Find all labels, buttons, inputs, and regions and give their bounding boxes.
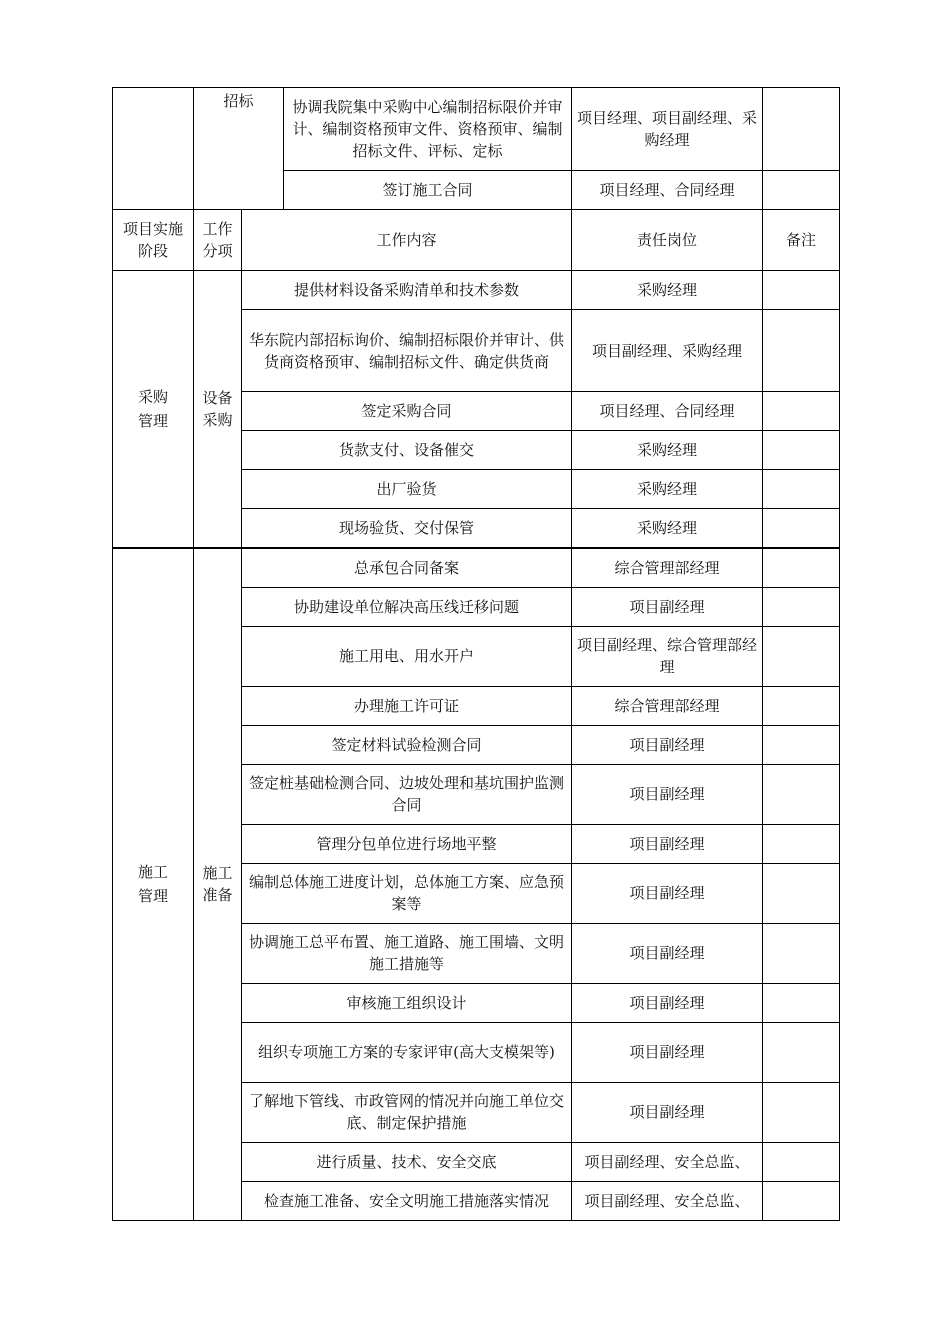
note-cell xyxy=(763,310,840,392)
note-cell xyxy=(763,725,840,764)
content-cell: 施工用电、用水开户 xyxy=(242,626,572,686)
content-cell: 管理分包单位进行场地平整 xyxy=(242,824,572,863)
note-cell xyxy=(763,1142,840,1181)
table-row xyxy=(113,271,840,310)
note-cell xyxy=(763,470,840,509)
role-cell: 项目副经理、安全总监、 xyxy=(572,1142,763,1181)
content-cell: 签定采购合同 xyxy=(242,392,572,431)
stage-label: 采购管理 xyxy=(137,388,168,430)
construction-table xyxy=(112,547,840,1221)
note-cell xyxy=(763,392,840,431)
content-cell: 现场验货、交付保管 xyxy=(242,509,572,548)
note-cell xyxy=(763,271,840,310)
content-cell: 了解地下管线、市政管网的情况并向施工单位交底、制定保护措施 xyxy=(242,1082,572,1142)
sub-item-cell xyxy=(194,271,242,548)
role-cell: 项目副经理 xyxy=(572,983,763,1022)
note-cell xyxy=(763,88,840,171)
header-note: 备注 xyxy=(763,210,840,271)
role-text: 项目经理、合同经理 xyxy=(599,181,735,199)
note-cell xyxy=(763,171,840,210)
header-stage: 项目实施阶段 xyxy=(113,210,194,271)
role-cell: 项目副经理 xyxy=(572,824,763,863)
role-cell: 项目经理、合同经理 xyxy=(572,392,763,431)
content-cell: 办理施工许可证 xyxy=(242,686,572,725)
content-cell: 协调施工总平布置、施工道路、施工围墙、文明施工措施等 xyxy=(242,923,572,983)
role-cell: 项目副经理、采购经理 xyxy=(572,310,763,392)
note-cell xyxy=(763,626,840,686)
role-cell: 项目副经理 xyxy=(572,725,763,764)
role-cell: 采购经理 xyxy=(572,431,763,470)
content-cell: 出厂验货 xyxy=(242,470,572,509)
note-cell xyxy=(763,686,840,725)
role-cell: 采购经理 xyxy=(572,509,763,548)
stage-cell xyxy=(113,271,194,548)
note-cell xyxy=(763,1022,840,1082)
header-role: 责任岗位 xyxy=(572,210,763,271)
content-cell: 总承包合同备案 xyxy=(242,548,572,587)
stage-label: 施工管理 xyxy=(137,863,168,906)
sub-item-cell xyxy=(194,548,242,1220)
header-content: 工作内容 xyxy=(242,210,572,271)
content-cell xyxy=(284,88,572,171)
content-cell: 签定桩基础检测合同、边坡处理和基坑围护监测合同 xyxy=(242,764,572,824)
note-cell xyxy=(763,1082,840,1142)
note-cell xyxy=(763,509,840,548)
content-cell: 进行质量、技术、安全交底 xyxy=(242,1142,572,1181)
role-cell: 项目副经理、安全总监、 xyxy=(572,1181,763,1220)
content-text: 签订施工合同 xyxy=(382,181,473,199)
role-cell: 项目副经理 xyxy=(572,764,763,824)
header-item: 工作分项 xyxy=(194,210,242,271)
note-cell xyxy=(763,824,840,863)
content-cell: 签定材料试验检测合同 xyxy=(242,725,572,764)
sub-item-label: 设备采购 xyxy=(202,389,233,429)
content-cell: 协助建设单位解决高压线迁移问题 xyxy=(242,587,572,626)
content-cell: 华东院内部招标询价、编制招标限价并审计、供货商资格预审、编制招标文件、确定供货商 xyxy=(242,310,572,392)
role-cell: 采购经理 xyxy=(572,271,763,310)
note-cell xyxy=(763,923,840,983)
table-row xyxy=(113,88,840,171)
role-cell xyxy=(572,171,763,210)
content-cell: 货款支付、设备催交 xyxy=(242,431,572,470)
content-text: 协调我院集中采购中心编制招标限价并审计、编制资格预审文件、资格预审、编制招标文件、评标、定标 xyxy=(292,98,563,160)
content-cell: 检查施工准备、安全文明施工措施落实情况 xyxy=(242,1181,572,1220)
role-cell: 项目副经理 xyxy=(572,1082,763,1142)
note-cell xyxy=(763,431,840,470)
role-cell: 项目副经理 xyxy=(572,863,763,923)
sub-item-label: 施工准备 xyxy=(202,864,233,905)
role-cell: 项目副经理 xyxy=(572,587,763,626)
role-text: 项目经理、项目副经理、采购经理 xyxy=(577,109,758,149)
content-cell: 编制总体施工进度计划，总体施工方案、应急预案等 xyxy=(242,863,572,923)
role-cell: 综合管理部经理 xyxy=(572,686,763,725)
stage-cell xyxy=(113,548,194,1220)
tender-table xyxy=(112,87,840,210)
role-cell: 采购经理 xyxy=(572,470,763,509)
header-row xyxy=(113,210,840,271)
content-cell: 审核施工组织设计 xyxy=(242,983,572,1022)
content-cell: 组织专项施工方案的专家评审(高大支模架等) xyxy=(242,1022,572,1082)
procurement-table xyxy=(112,209,840,548)
role-cell xyxy=(572,88,763,171)
content-cell: 提供材料设备采购清单和技术参数 xyxy=(242,271,572,310)
note-cell xyxy=(763,863,840,923)
role-cell: 项目副经理、综合管理部经理 xyxy=(572,626,763,686)
stage-cell-empty xyxy=(113,88,194,210)
sub-item-cell xyxy=(194,88,284,210)
role-cell: 项目副经理 xyxy=(572,1022,763,1082)
note-cell xyxy=(763,1181,840,1220)
note-cell xyxy=(763,764,840,824)
note-cell xyxy=(763,587,840,626)
note-cell xyxy=(763,548,840,587)
content-cell xyxy=(284,171,572,210)
role-cell: 项目副经理 xyxy=(572,923,763,983)
table-row xyxy=(113,548,840,587)
note-cell xyxy=(763,983,840,1022)
role-cell: 综合管理部经理 xyxy=(572,548,763,587)
sub-item-label: 招标 xyxy=(223,92,254,110)
